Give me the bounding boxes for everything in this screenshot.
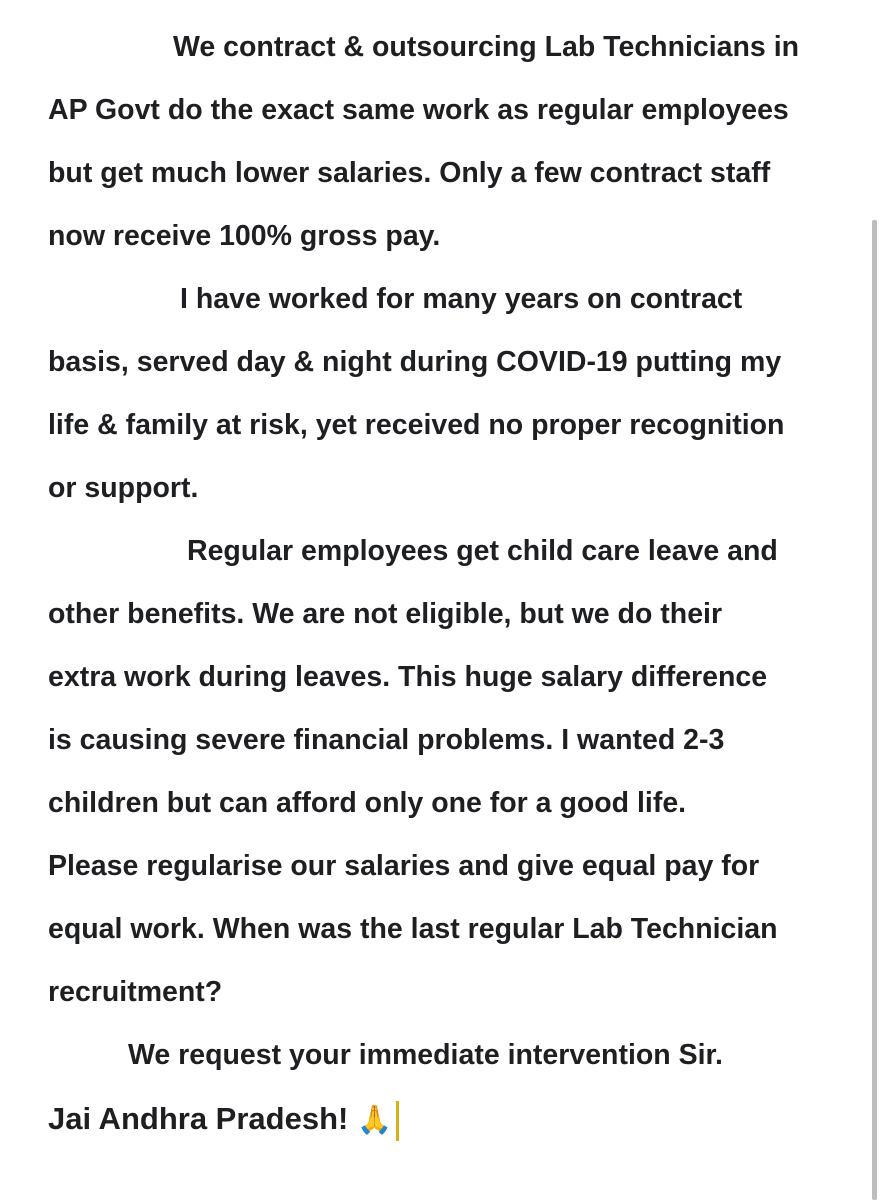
text-line: life & family at risk, yet received no proper recognition [48,409,785,441]
text-line: I have worked for many years on contract [180,283,743,315]
paragraph [48,520,848,1024]
text-line: We request your immediate intervention Sir. [128,1039,723,1071]
folded-hands-emoji-icon: 🙏 [356,1104,392,1135]
text-line: extra work during leaves. This huge salary difference [48,661,768,693]
text-line: Regular employees get child care leave and [187,535,778,567]
scrollbar[interactable] [872,220,877,1200]
note-text-editor[interactable] [48,16,848,1150]
text-line: AP Govt do the exact same work as regular employees [48,94,789,126]
text-line: now receive 100% gross pay. [48,220,441,252]
text-cursor [396,1101,399,1141]
text-line: Please regularise our salaries and give equal pay for [48,850,760,882]
text-line: other benefits. We are not eligible, but we do their [48,598,723,630]
signoff-line [48,1087,848,1150]
text-line: but get much lower salaries. Only a few contract staff [48,157,771,189]
text-line: We contract & outsourcing Lab Technicians in [173,31,800,63]
text-line: basis, served day & night during COVID-19 putting my [48,346,782,378]
text-line: equal work. When was the last regular Lab Technician [48,913,778,945]
paragraph [48,1024,848,1087]
paragraph [48,16,848,268]
text-line: recruitment? [48,976,223,1008]
text-line: is causing severe financial problems. I wanted 2-3 [48,724,725,756]
text-line: children but can afford only one for a good life. [48,787,687,819]
signoff-text: Jai Andhra Pradesh! [48,1101,349,1136]
text-line: or support. [48,472,199,504]
paragraph [48,268,848,520]
